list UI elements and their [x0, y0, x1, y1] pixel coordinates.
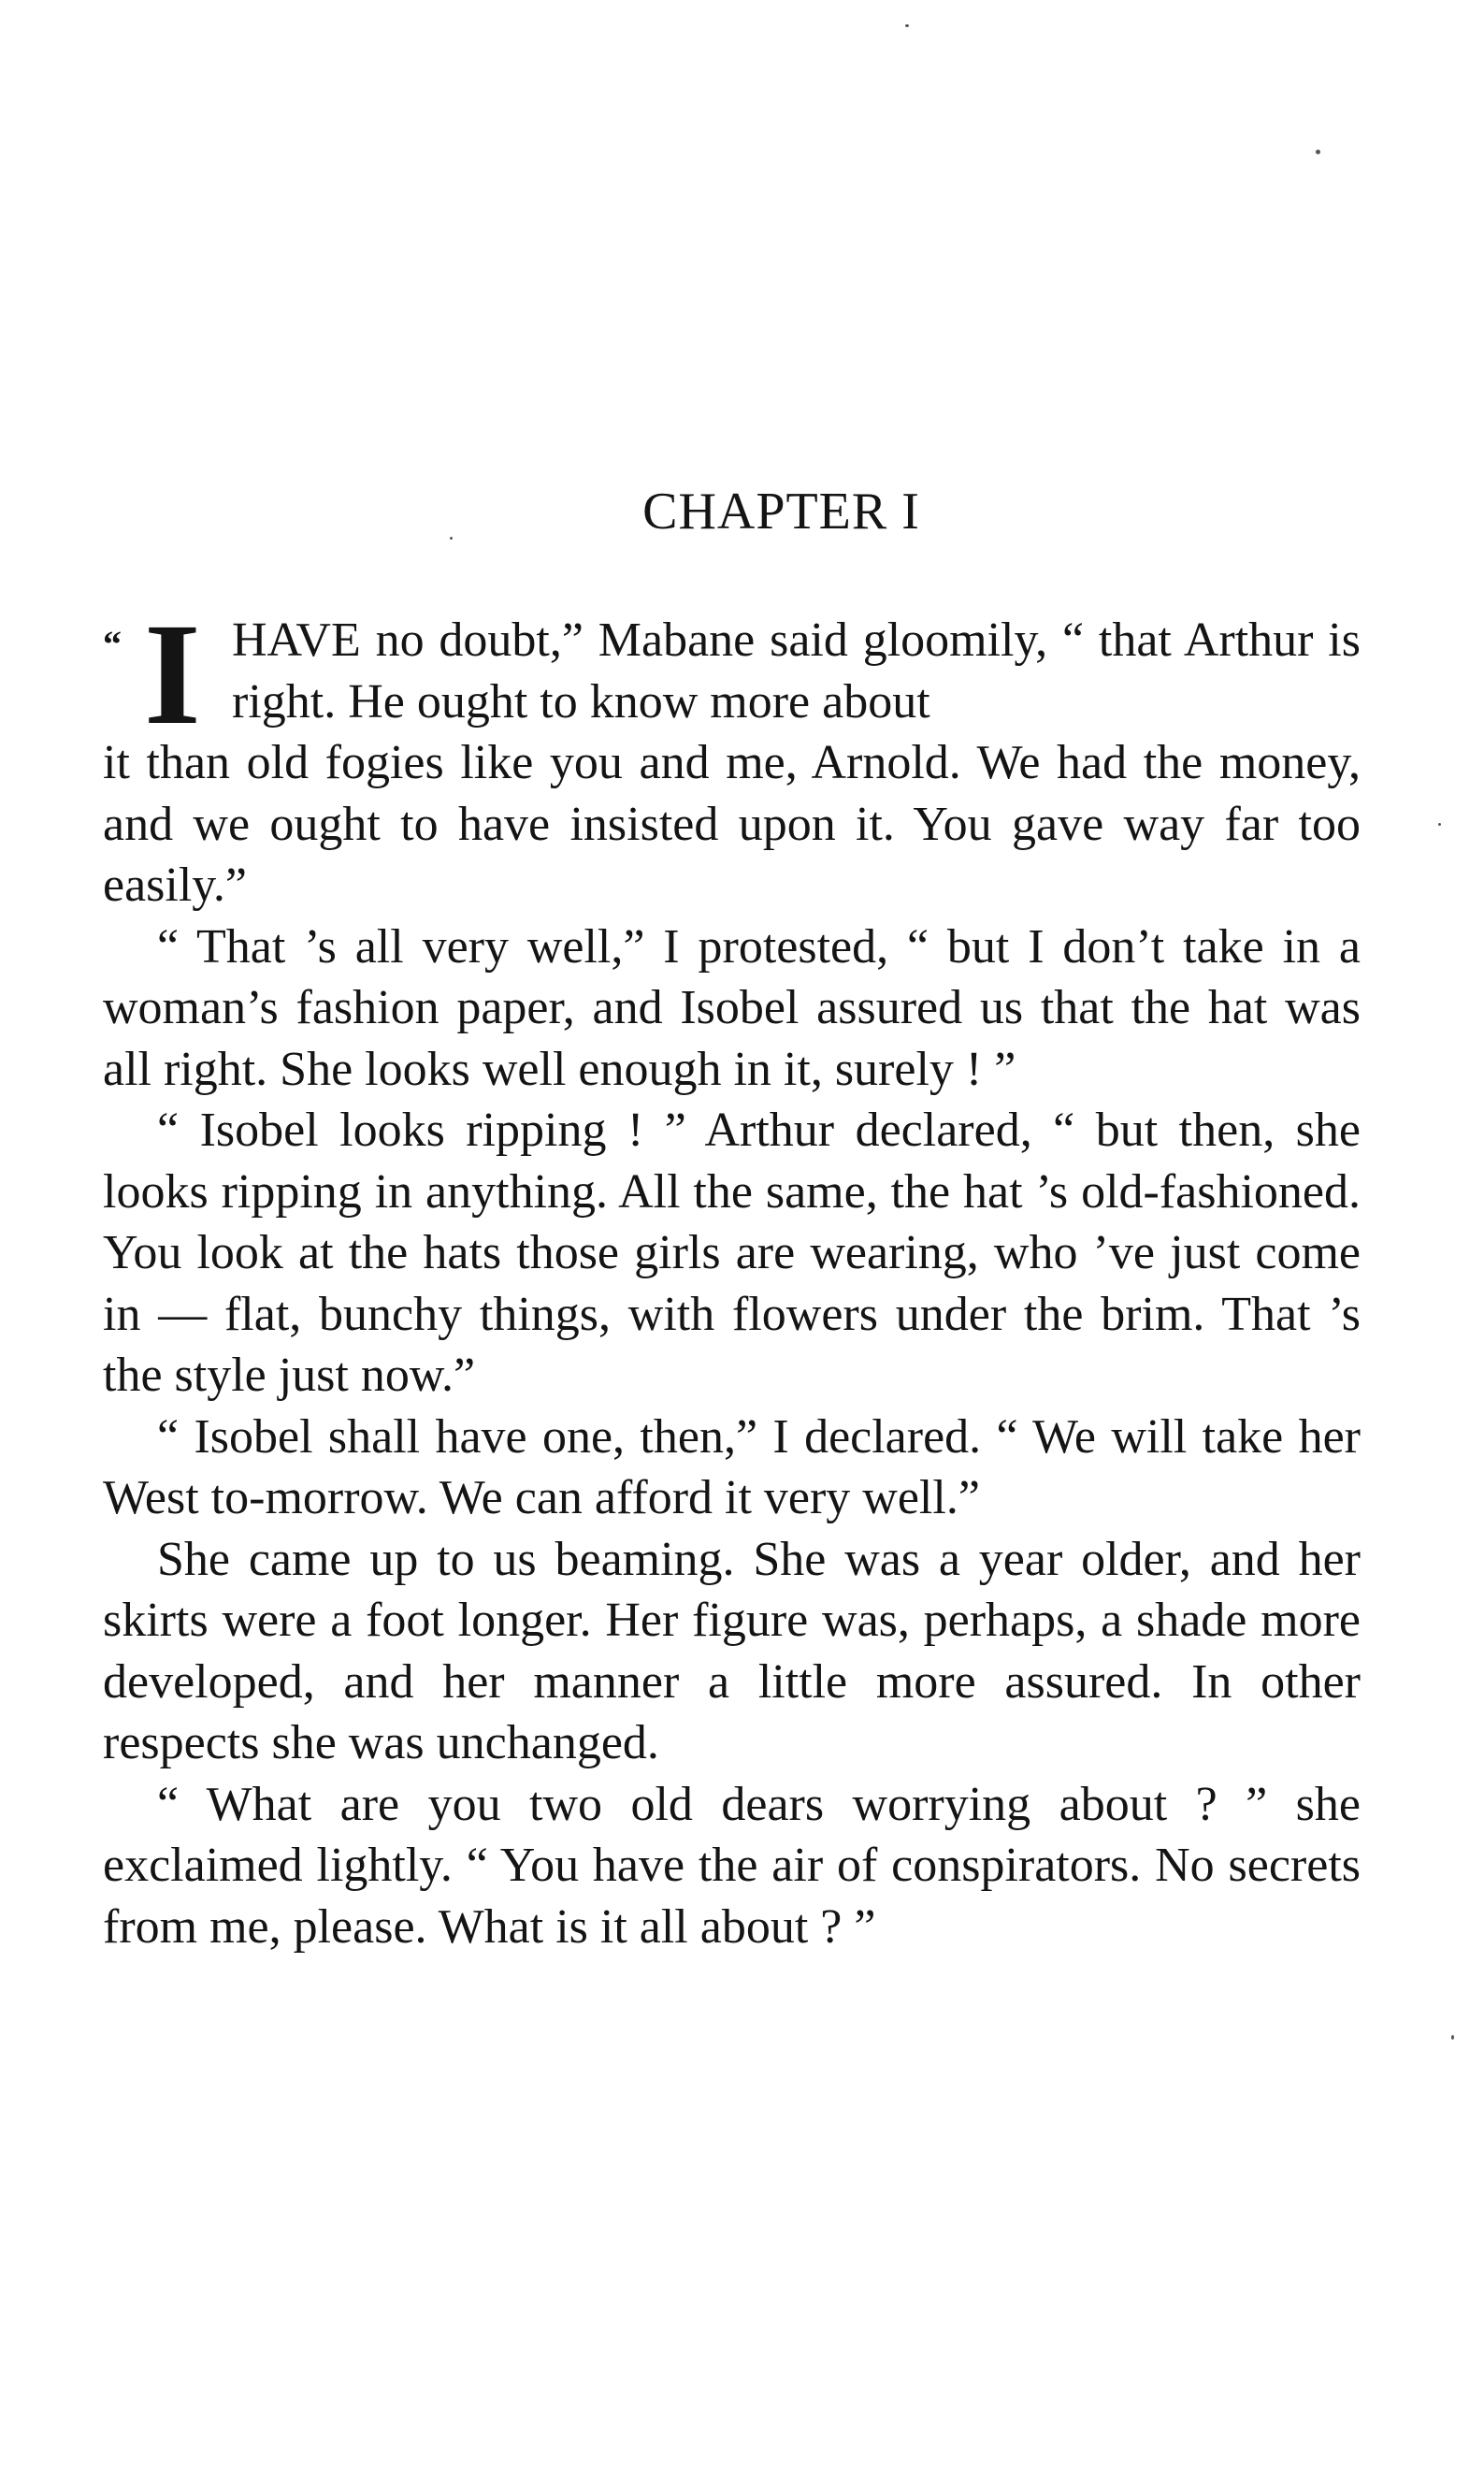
opening-first-lines: HAVE no doubt,” Mabane said gloomily, “ that Arthur is right. He ought to know more about — [232, 613, 1361, 729]
paragraph: “ That ’s all very well,” I protested, “ but I don’t take in a woman’s fashion paper, and Isobel assured us that the hat was all right. She looks well enough in it, surely ! ” — [103, 919, 1361, 1096]
paragraph: “ Isobel looks ripping ! ” Arthur declared, “ but then, she looks ripping in anything. All the same, the hat ’s old-fashioned. You look at the hats those girls are wearing, who ’ve just come in — flat, bunchy things, with flowers under the brim. That ’s the style just now.” — [103, 1104, 1361, 1402]
print-speck — [1438, 823, 1441, 826]
print-speck — [1316, 150, 1320, 154]
paragraph: “ What are you two old dears worrying about ? ” she exclaimed lightly. “ You have the air of conspirators. No secrets from me, please. What is it all about ? ” — [103, 1777, 1361, 1954]
paragraph: “ Isobel shall have one, then,” I declared. “ We will take her West to-morrow. We can afford it very well.” — [103, 1409, 1361, 1524]
opening-quote-mark: “ — [103, 623, 122, 665]
drop-cap: I — [144, 593, 201, 755]
opening-paragraph — [103, 593, 1361, 916]
opening-rest: it than old fogies like you and me, Arnold. We had the money, and we ought to have insisted upon it. You gave way far too easily.” — [103, 736, 1361, 912]
chapter-title-text: CHAPTER I — [642, 483, 920, 541]
paragraph: She came up to us beaming. She was a year older, and her skirts were a foot longer. Her figure was, perhaps, a shade more developed, and her manner a little more assured. In other respects she was unchanged. — [103, 1532, 1361, 1769]
print-speck — [1451, 2035, 1454, 2040]
print-speck — [905, 24, 909, 27]
body-text — [103, 593, 1361, 1957]
chapter-title — [0, 482, 1484, 541]
